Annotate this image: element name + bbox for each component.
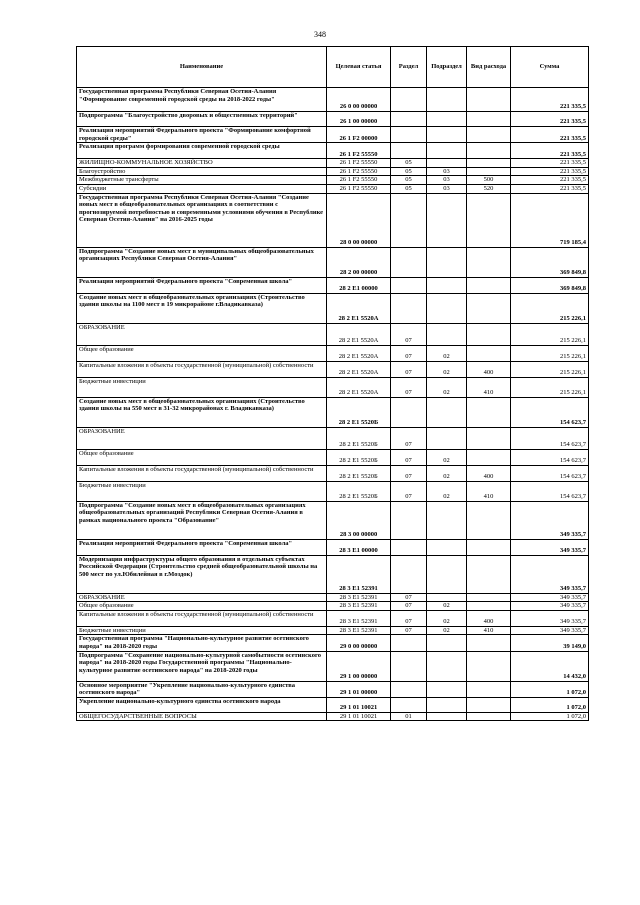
cell-name: Капитальные вложения в объекты государственной (муниципальной) собственности: [77, 610, 327, 626]
cell-vid: 400: [467, 610, 511, 626]
cell-sum: 221 335,5: [511, 184, 589, 193]
header-vid: Вид расхода: [467, 47, 511, 88]
cell-podrazdel: [427, 323, 467, 345]
table-row: [77, 427, 589, 449]
header-podrazdel: Подраздел: [427, 47, 467, 88]
cell-razdel: [391, 88, 427, 112]
cell-podrazdel: [427, 112, 467, 127]
cell-name: ОБРАЗОВАНИЕ: [77, 593, 327, 602]
cell-razdel: 07: [391, 602, 427, 611]
cell-name: Благоустройство: [77, 167, 327, 176]
cell-razdel: [391, 539, 427, 555]
cell-razdel: 07: [391, 465, 427, 481]
table-row: [77, 345, 589, 361]
cell-name: Бюджетные инвестиции: [77, 481, 327, 501]
cell-vid: [467, 127, 511, 143]
cell-podrazdel: [427, 127, 467, 143]
cell-sum: 215 226,1: [511, 293, 589, 323]
cell-name: Подпрограмма "Создание новых мест в общеобразовательных организациях общеобразовательных организаций Республики Северная Осетия-Алания в рамках национального проекта "Образование": [77, 501, 327, 539]
cell-podrazdel: [427, 593, 467, 602]
cell-razdel: [391, 143, 427, 159]
cell-podrazdel: [427, 681, 467, 697]
table-row: [77, 293, 589, 323]
table-row: [77, 626, 589, 635]
cell-podrazdel: [427, 88, 467, 112]
cell-razdel: [391, 651, 427, 681]
cell-name: Реализация мероприятий Федерального проекта "Формирование комфортной городской среды": [77, 127, 327, 143]
cell-sum: 221 335,5: [511, 143, 589, 159]
table-row: [77, 167, 589, 176]
cell-name: Реализация программ формирования современной городской среды: [77, 143, 327, 159]
cell-name: Основное мероприятие "Укрепление национально-культурного единства осетинского народа": [77, 681, 327, 697]
cell-vid: [467, 651, 511, 681]
table-row: [77, 465, 589, 481]
cell-vid: 500: [467, 176, 511, 185]
cell-name: Общее образование: [77, 449, 327, 465]
cell-sum: 1 072,0: [511, 697, 589, 712]
table-row: [77, 539, 589, 555]
cell-vid: [467, 555, 511, 593]
cell-sum: 221 335,5: [511, 167, 589, 176]
cell-name: Капитальные вложения в объекты государственной (муниципальной) собственности: [77, 465, 327, 481]
cell-podrazdel: [427, 143, 467, 159]
cell-code: 26 1 F2 00000: [327, 127, 391, 143]
cell-sum: 221 335,5: [511, 88, 589, 112]
cell-code: 28 2 E1 5520Б: [327, 465, 391, 481]
cell-podrazdel: [427, 247, 467, 277]
cell-name: Подпрограмма "Благоустройство дворовых и общественных территорий": [77, 112, 327, 127]
cell-code: 28 2 E1 5520А: [327, 345, 391, 361]
table-row: [77, 635, 589, 651]
cell-razdel: [391, 127, 427, 143]
cell-code: 28 2 E1 5520Б: [327, 481, 391, 501]
cell-razdel: 05: [391, 176, 427, 185]
cell-razdel: 07: [391, 323, 427, 345]
cell-name: Подпрограмма "Создание новых мест в муниципальных общеобразовательных организациях Республики Северная Осетия-Алания": [77, 247, 327, 277]
cell-name: Реализация мероприятий Федерального проекта "Современная школа": [77, 277, 327, 293]
cell-sum: 154 623,7: [511, 449, 589, 465]
cell-name: Создание новых мест в общеобразовательных организациях (Строительство здания школы на 550 мест в 31-32 микрорайонах г. Владикавказа): [77, 397, 327, 427]
cell-sum: 1 072,0: [511, 712, 589, 721]
table-row: [77, 610, 589, 626]
cell-sum: 215 226,1: [511, 377, 589, 397]
cell-razdel: 07: [391, 593, 427, 602]
cell-podrazdel: 02: [427, 345, 467, 361]
cell-razdel: 05: [391, 159, 427, 168]
cell-sum: 369 849,8: [511, 277, 589, 293]
budget-table: [76, 46, 589, 721]
cell-razdel: [391, 193, 427, 247]
cell-podrazdel: [427, 651, 467, 681]
cell-razdel: [391, 681, 427, 697]
cell-code: 28 3 E1 52391: [327, 602, 391, 611]
cell-code: 28 3 E1 52391: [327, 626, 391, 635]
cell-sum: 349 335,7: [511, 602, 589, 611]
cell-podrazdel: 02: [427, 602, 467, 611]
table-row: [77, 143, 589, 159]
table-row: [77, 397, 589, 427]
cell-code: 29 1 00 00000: [327, 651, 391, 681]
table-body: [77, 88, 589, 721]
cell-razdel: 07: [391, 481, 427, 501]
cell-podrazdel: 02: [427, 626, 467, 635]
cell-sum: 154 623,7: [511, 465, 589, 481]
cell-podrazdel: [427, 277, 467, 293]
cell-vid: [467, 712, 511, 721]
cell-code: 26 1 F2 55550: [327, 159, 391, 168]
cell-razdel: 07: [391, 449, 427, 465]
cell-podrazdel: 02: [427, 377, 467, 397]
table-row: [77, 651, 589, 681]
cell-sum: 349 335,7: [511, 610, 589, 626]
cell-podrazdel: [427, 293, 467, 323]
cell-name: Государственная программа "Национально-культурное развитие осетинского народа" на 2018-2020 годы: [77, 635, 327, 651]
cell-podrazdel: 02: [427, 465, 467, 481]
cell-vid: 400: [467, 361, 511, 377]
cell-sum: 215 226,1: [511, 345, 589, 361]
cell-podrazdel: 03: [427, 176, 467, 185]
cell-code: 26 1 F2 55550: [327, 184, 391, 193]
table-row: [77, 193, 589, 247]
cell-name: Государственная программа Республики Северная Осетия-Алания "Создание новых мест в общеобразовательных организациях в соответствии с прогнозируемой потребностью и современными условиями обучения в Республике Северная Осетия-Алания" на 2016-2025 годы: [77, 193, 327, 247]
cell-name: Бюджетные инвестиции: [77, 626, 327, 635]
header-name: Наименование: [77, 47, 327, 88]
cell-code: 28 2 E1 5520Б: [327, 427, 391, 449]
cell-razdel: [391, 397, 427, 427]
cell-code: 28 2 E1 5520Б: [327, 397, 391, 427]
cell-sum: 221 335,5: [511, 112, 589, 127]
cell-name: Межбюджетные трансферты: [77, 176, 327, 185]
cell-code: 28 3 E1 52391: [327, 593, 391, 602]
cell-podrazdel: 02: [427, 361, 467, 377]
cell-name: Общее образование: [77, 602, 327, 611]
cell-vid: [467, 247, 511, 277]
cell-sum: 221 335,5: [511, 127, 589, 143]
table-row: [77, 277, 589, 293]
page-number: 348: [314, 30, 326, 39]
cell-vid: [467, 539, 511, 555]
cell-name: Общее образование: [77, 345, 327, 361]
cell-vid: 410: [467, 481, 511, 501]
cell-vid: [467, 501, 511, 539]
cell-vid: 410: [467, 377, 511, 397]
cell-name: ОБРАЗОВАНИЕ: [77, 427, 327, 449]
cell-name: ОБРАЗОВАНИЕ: [77, 323, 327, 345]
cell-name: Модернизация инфраструктуры общего образования в отдельных субъектах Российской Федерации (Строительство средней общеобразовательной школы на 500 мест по ул.Юбилейная в г.Моздок): [77, 555, 327, 593]
cell-sum: 349 335,7: [511, 626, 589, 635]
cell-code: 28 3 E1 52391: [327, 555, 391, 593]
cell-vid: 520: [467, 184, 511, 193]
cell-razdel: 07: [391, 427, 427, 449]
header-razdel: Раздел: [391, 47, 427, 88]
cell-code: 28 3 E1 52391: [327, 610, 391, 626]
cell-razdel: [391, 277, 427, 293]
cell-sum: 215 226,1: [511, 323, 589, 345]
cell-code: 28 2 E1 5520А: [327, 377, 391, 397]
cell-name: ОБЩЕГОСУДАРСТВЕННЫЕ ВОПРОСЫ: [77, 712, 327, 721]
table-header-row: [77, 47, 589, 88]
cell-sum: 221 335,5: [511, 159, 589, 168]
cell-podrazdel: [427, 397, 467, 427]
cell-razdel: [391, 247, 427, 277]
cell-name: Подпрограмма "Сохранение национально-культурной самобытности осетинского народа" на 2018-2020 годы Государственной программы "Национально-культурное развитие осетинского народа" на 2018-2020 годы: [77, 651, 327, 681]
cell-razdel: 05: [391, 167, 427, 176]
cell-podrazdel: 03: [427, 184, 467, 193]
cell-podrazdel: [427, 635, 467, 651]
cell-sum: 349 335,7: [511, 539, 589, 555]
cell-sum: 349 335,7: [511, 501, 589, 539]
cell-podrazdel: 02: [427, 449, 467, 465]
cell-razdel: [391, 112, 427, 127]
cell-code: 28 0 00 00000: [327, 193, 391, 247]
cell-name: Государственная программа Республики Северная Осетия-Алания "Формирование современной городской среды на 2018-2022 годы": [77, 88, 327, 112]
cell-vid: [467, 397, 511, 427]
cell-podrazdel: [427, 501, 467, 539]
cell-name: ЖИЛИЩНО-КОММУНАЛЬНОЕ ХОЗЯЙСТВО: [77, 159, 327, 168]
cell-razdel: [391, 697, 427, 712]
cell-vid: 400: [467, 465, 511, 481]
cell-vid: [467, 143, 511, 159]
table-row: [77, 184, 589, 193]
cell-code: 28 2 E1 5520Б: [327, 449, 391, 465]
cell-sum: 39 149,0: [511, 635, 589, 651]
cell-razdel: 01: [391, 712, 427, 721]
table-row: [77, 593, 589, 602]
cell-code: 26 1 F2 55550: [327, 176, 391, 185]
table-row: [77, 449, 589, 465]
cell-sum: 154 623,7: [511, 481, 589, 501]
cell-vid: [467, 323, 511, 345]
cell-sum: 221 335,5: [511, 176, 589, 185]
cell-razdel: 05: [391, 184, 427, 193]
cell-name: Субсидии: [77, 184, 327, 193]
cell-vid: [467, 112, 511, 127]
cell-sum: 1 072,0: [511, 681, 589, 697]
cell-code: 26 1 00 00000: [327, 112, 391, 127]
table-row: [77, 501, 589, 539]
cell-razdel: [391, 293, 427, 323]
cell-name: Создание новых мест в общеобразовательных организациях (Строительство здания школы на 1100 мест в 19 микрорайоне г.Владикавказа): [77, 293, 327, 323]
cell-razdel: 07: [391, 345, 427, 361]
cell-code: 28 3 E1 00000: [327, 539, 391, 555]
cell-razdel: 07: [391, 626, 427, 635]
cell-vid: [467, 159, 511, 168]
cell-podrazdel: [427, 712, 467, 721]
cell-code: 26 1 F2 55550: [327, 167, 391, 176]
cell-sum: 349 335,7: [511, 555, 589, 593]
table-row: [77, 481, 589, 501]
cell-sum: 719 185,4: [511, 193, 589, 247]
cell-vid: [467, 635, 511, 651]
cell-podrazdel: 02: [427, 481, 467, 501]
cell-podrazdel: [427, 193, 467, 247]
table-row: [77, 323, 589, 345]
cell-code: 29 0 00 00000: [327, 635, 391, 651]
cell-podrazdel: [427, 159, 467, 168]
cell-podrazdel: [427, 697, 467, 712]
cell-code: 26 0 00 00000: [327, 88, 391, 112]
cell-razdel: [391, 555, 427, 593]
cell-podrazdel: [427, 555, 467, 593]
cell-sum: 14 432,0: [511, 651, 589, 681]
cell-sum: 154 623,7: [511, 397, 589, 427]
cell-vid: [467, 427, 511, 449]
cell-sum: 369 849,8: [511, 247, 589, 277]
table-row: [77, 555, 589, 593]
table-row: [77, 247, 589, 277]
cell-razdel: 07: [391, 610, 427, 626]
cell-sum: 349 335,7: [511, 593, 589, 602]
cell-name: Реализация мероприятий Федерального проекта "Современная школа": [77, 539, 327, 555]
cell-name: Укрепление национально-культурного единства осетинского народа: [77, 697, 327, 712]
cell-code: 28 2 E1 00000: [327, 277, 391, 293]
table-row: [77, 112, 589, 127]
table-row: [77, 159, 589, 168]
cell-code: 28 2 00 00000: [327, 247, 391, 277]
cell-podrazdel: 02: [427, 610, 467, 626]
cell-code: 26 1 F2 55550: [327, 143, 391, 159]
cell-code: 29 1 01 10021: [327, 697, 391, 712]
cell-vid: [467, 88, 511, 112]
cell-vid: [467, 345, 511, 361]
cell-name: Капитальные вложения в объекты государственной (муниципальной) собственности: [77, 361, 327, 377]
cell-code: 29 1 01 00000: [327, 681, 391, 697]
cell-vid: [467, 293, 511, 323]
cell-vid: 410: [467, 626, 511, 635]
table-row: [77, 681, 589, 697]
cell-vid: [467, 602, 511, 611]
table-row: [77, 88, 589, 112]
cell-vid: [467, 697, 511, 712]
cell-podrazdel: [427, 427, 467, 449]
cell-vid: [467, 167, 511, 176]
cell-code: 28 2 E1 5520А: [327, 361, 391, 377]
table-row: [77, 127, 589, 143]
cell-podrazdel: 03: [427, 167, 467, 176]
table-row: [77, 377, 589, 397]
table-row: [77, 176, 589, 185]
cell-code: 29 1 01 10021: [327, 712, 391, 721]
table-row: [77, 361, 589, 377]
header-code: Целевая статья: [327, 47, 391, 88]
cell-vid: [467, 277, 511, 293]
cell-podrazdel: [427, 539, 467, 555]
cell-vid: [467, 681, 511, 697]
cell-vid: [467, 593, 511, 602]
cell-vid: [467, 449, 511, 465]
cell-razdel: [391, 501, 427, 539]
cell-sum: 215 226,1: [511, 361, 589, 377]
header-sum: Сумма: [511, 47, 589, 88]
table-row: [77, 712, 589, 721]
cell-name: Бюджетные инвестиции: [77, 377, 327, 397]
cell-code: 28 2 E1 5520А: [327, 323, 391, 345]
cell-vid: [467, 193, 511, 247]
table-row: [77, 697, 589, 712]
cell-code: 28 3 00 00000: [327, 501, 391, 539]
cell-sum: 154 623,7: [511, 427, 589, 449]
cell-razdel: 07: [391, 361, 427, 377]
cell-code: 28 2 E1 5520А: [327, 293, 391, 323]
table-row: [77, 602, 589, 611]
cell-razdel: [391, 635, 427, 651]
cell-razdel: 07: [391, 377, 427, 397]
